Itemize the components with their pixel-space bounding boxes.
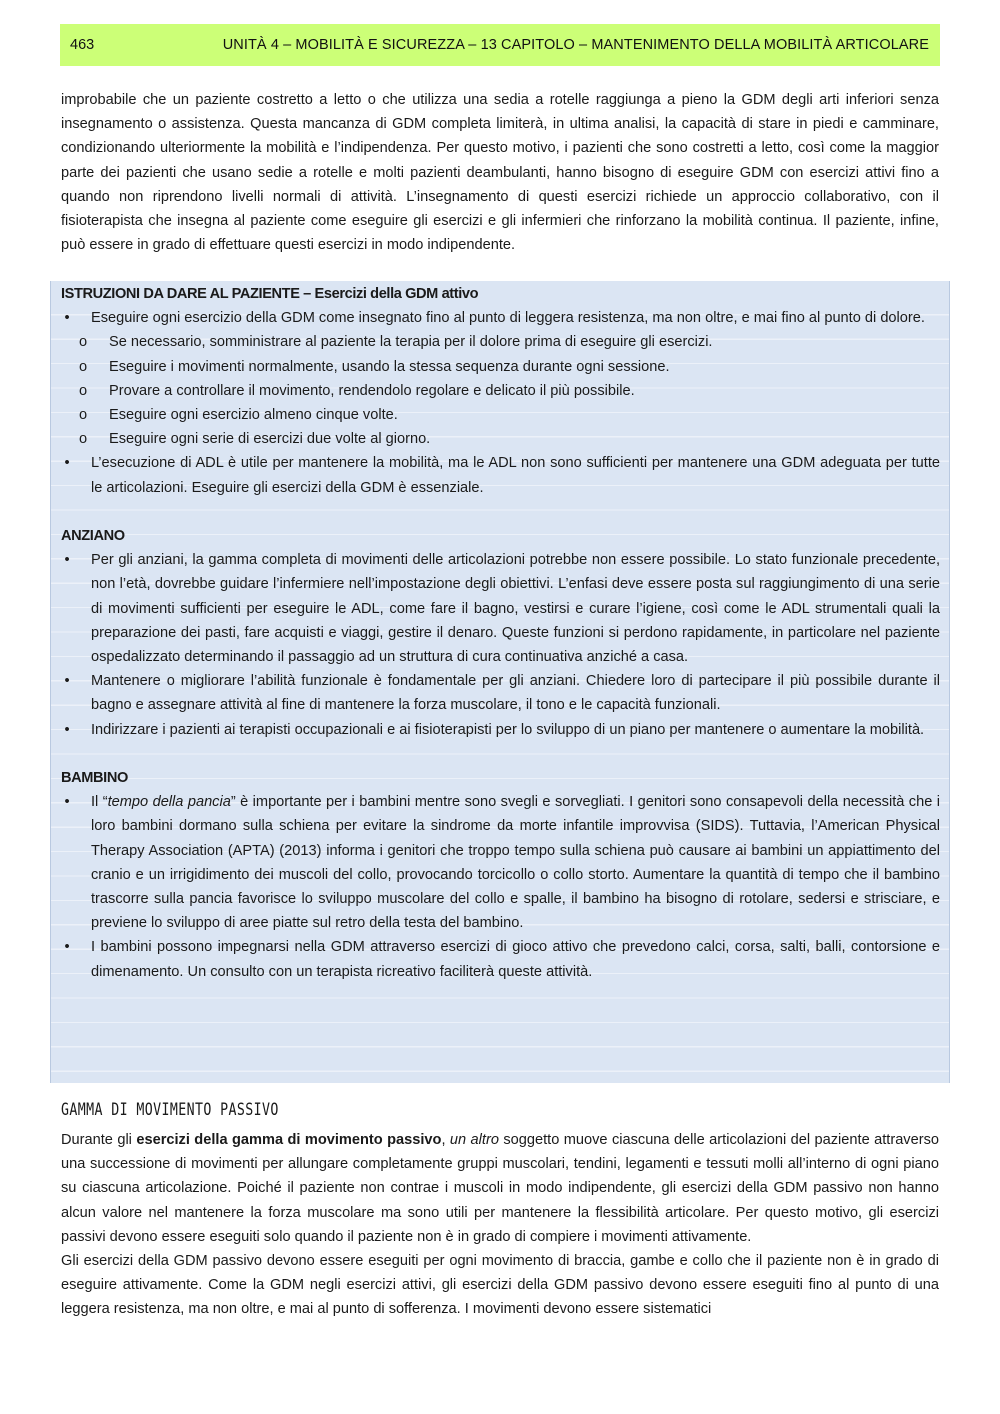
instructions-heading: ISTRUZIONI DA DARE AL PAZIENTE – Esercizi della GDM attivo [61, 286, 479, 302]
circle-bullet-icon: o [79, 382, 88, 399]
intro-paragraph: improbabile che un paziente costretto a letto o che utilizza una sedia a rotelle raggiunga a pieno la GDM degli arti inferiori senza insegnamento o assistenza. Questa mancanza di GDM completa limiterà, in ultima analisi, la capacità di stare in piedi e camminare, condizionando ulteriormente la mobilità e l’indipendenza. Per questo motivo, i pazienti che sono costretti a letto, così come la maggior parte dei pazienti che usano sedie a rotelle e molti pazienti deambulanti, hanno bisogno di eseguire GDM con esercizi attivi fino a quando non riprendono livelli normali di attività. L’insegnamento di questi esercizi richiede un approccio collaborativo, con il fisioterapista che insegna al paziente come eseguire gli esercizi e gli infermieri che rinforzano la mobilità continua. Il paziente, infine, può essere in grado di effettuare questi esercizi in modo indipendente. [61, 92, 939, 254]
running-title: UNITÀ 4 – MOBILITÀ E SICUREZZA – 13 CAPITOLO – MANTENIMENTO DELLA MOBILITÀ ARTICOLARE [222, 37, 929, 53]
list-item: • Indirizzare i pazienti ai terapisti occupazionali e ai fisioterapisti per lo sviluppo di un piano per mantenere o aumentare la mobilità. [61, 718, 940, 742]
sub-list-item: o Eseguire ogni esercizio almeno cinque volte. [61, 403, 940, 427]
list-item: • Il “tempo della pancia” è importante per i bambini mentre sono svegli e sorvegliati. I genitori sono consapevoli della necessità che i loro bambini dormano sulla schiena per evitare la sindrome da morte infantile improvvisa (SIDS). Tuttavia, l’American Physical Therapy Association (APTA) (2013) informa i genitori che troppo tempo sulla schiena può causare ai bambini un appiattimento del cranio e un irrigidimento dei muscoli del collo, provocando torcicollo o collo storto. Aumentare la quantità di tempo che il bambino trascorre sulla pancia favorisce lo sviluppo muscolare del collo e spalle, il bambino ha bisogno di rotolare, sedersi e strisciare, e previene lo sviluppo di aree piatte sul retro della testa del bambino. [61, 790, 940, 935]
passive-rom-text [61, 1128, 939, 1322]
emphasis: un altro [449, 1132, 499, 1148]
bullet-icon: • [64, 673, 70, 690]
sub-list-item: o Se necessario, somministrare al paziente la terapia per il dolore prima di eseguire gli esercizi. [61, 330, 940, 354]
paragraph: Durante gli esercizi della gamma di movimento passivo, un altro soggetto muove ciascuna delle articolazioni del paziente attraverso una successione di movimenti per allungare completamente gruppi muscolari, tendini, legamenti e tessuti molli all’interno di ogni piano su ciascuna articolazione. Poiché il paziente non contrae i muscoli in modo indipendente, gli esercizi della GDM passivo non hanno alcun valore nel mantenere la forza muscolare ma sono utili per mantenere la flessibilità articolare. Per questo motivo, gli esercizi passivi devono essere eseguiti solo quando il paziente non è in grado di compiere i movimenti attivamente. [61, 1132, 939, 1245]
bullet-icon: • [64, 455, 70, 472]
circle-bullet-icon: o [79, 334, 88, 351]
sub-list-item: o Eseguire ogni serie di esercizi due volte al giorno. [61, 427, 940, 451]
circle-bullet-icon: o [79, 358, 88, 375]
bullet-icon: • [64, 794, 70, 811]
circle-bullet-icon: o [79, 431, 88, 448]
sub-list-item: o Provare a controllare il movimento, rendendolo regolare e delicato il più possibile. [61, 379, 940, 403]
list-item: • I bambini possono impegnarsi nella GDM attraverso esercizi di gioco attivo che prevedono calci, corsa, salti, balli, contorsione e dimenamento. Un consulto con un terapista ricreativo faciliterà queste attività. [61, 935, 940, 983]
list-item: • Mantenere o migliorare l’abilità funzionale è fondamentale per gli anziani. Chiedere loro di partecipare il più possibile durante il bagno e assegnare attività al fine di mantenere la forza muscolare, il tono e le capacità funzionali. [61, 669, 940, 717]
list-item: • Per gli anziani, la gamma completa di movimenti delle articolazioni potrebbe non essere possibile. Lo stato funzionale precedente, non l’età, dovrebbe guidare l’infermiere nell’impostazione degli obiettivi. L’enfasi deve essere posta sul raggiungimento di una serie di movimenti sufficienti per eseguire le ADL, come fare il bagno, vestirsi e curare l’igiene, così come le ADL strumentali quali la preparazione dei pasti, fare acquisti e viaggi, gestire il denaro. Queste funzioni si perdono rapidamente, in particolare nel paziente ospedalizzato determinando il passaggio ad un struttura di cura continuativa anziché a casa. [61, 548, 940, 669]
list-item: • L’esecuzione di ADL è utile per mantenere la mobilità, ma le ADL non sono sufficienti per mantenere una GDM adeguata per tutte le articolazioni. Eseguire gli esercizi della GDM è essenziale. [61, 451, 940, 499]
bullet-icon: • [64, 721, 70, 738]
sub-list-item: o Eseguire i movimenti normalmente, usando la stessa sequenza durante ogni sessione. [61, 355, 940, 379]
circle-bullet-icon: o [79, 407, 88, 424]
paragraph: Gli esercizi della GDM passivo devono essere eseguiti per ogni movimento di braccia, gambe e collo che il paziente non è in grado di eseguire attivamente. Come la GDM negli esercizi attivi, gli esercizi della GDM passivo devono essere eseguiti fino al punto di una leggera resistenza, ma non oltre, e mai al punto di sofferenza. I movimenti devono essere sistematici [61, 1253, 939, 1318]
section-title: GAMMA DI MOVIMENTO PASSIVO [61, 1100, 279, 1120]
patient-instructions-box [50, 281, 950, 1083]
tummy-time-term: tempo della pancia [107, 794, 231, 811]
bullet-icon: • [64, 310, 70, 327]
page-number: 463 [70, 37, 95, 53]
bullet-icon: • [64, 939, 70, 956]
bullet-icon: • [64, 552, 70, 569]
elderly-heading: ANZIANO [61, 528, 125, 545]
key-term: esercizi della gamma di movimento passivo [136, 1132, 442, 1148]
page-header [60, 24, 940, 66]
list-item: • Eseguire ogni esercizio della GDM come insegnato fino al punto di leggera resistenza, ma non oltre, e mai fino al punto di dolore. [61, 306, 940, 330]
child-heading: BAMBINO [61, 770, 128, 787]
